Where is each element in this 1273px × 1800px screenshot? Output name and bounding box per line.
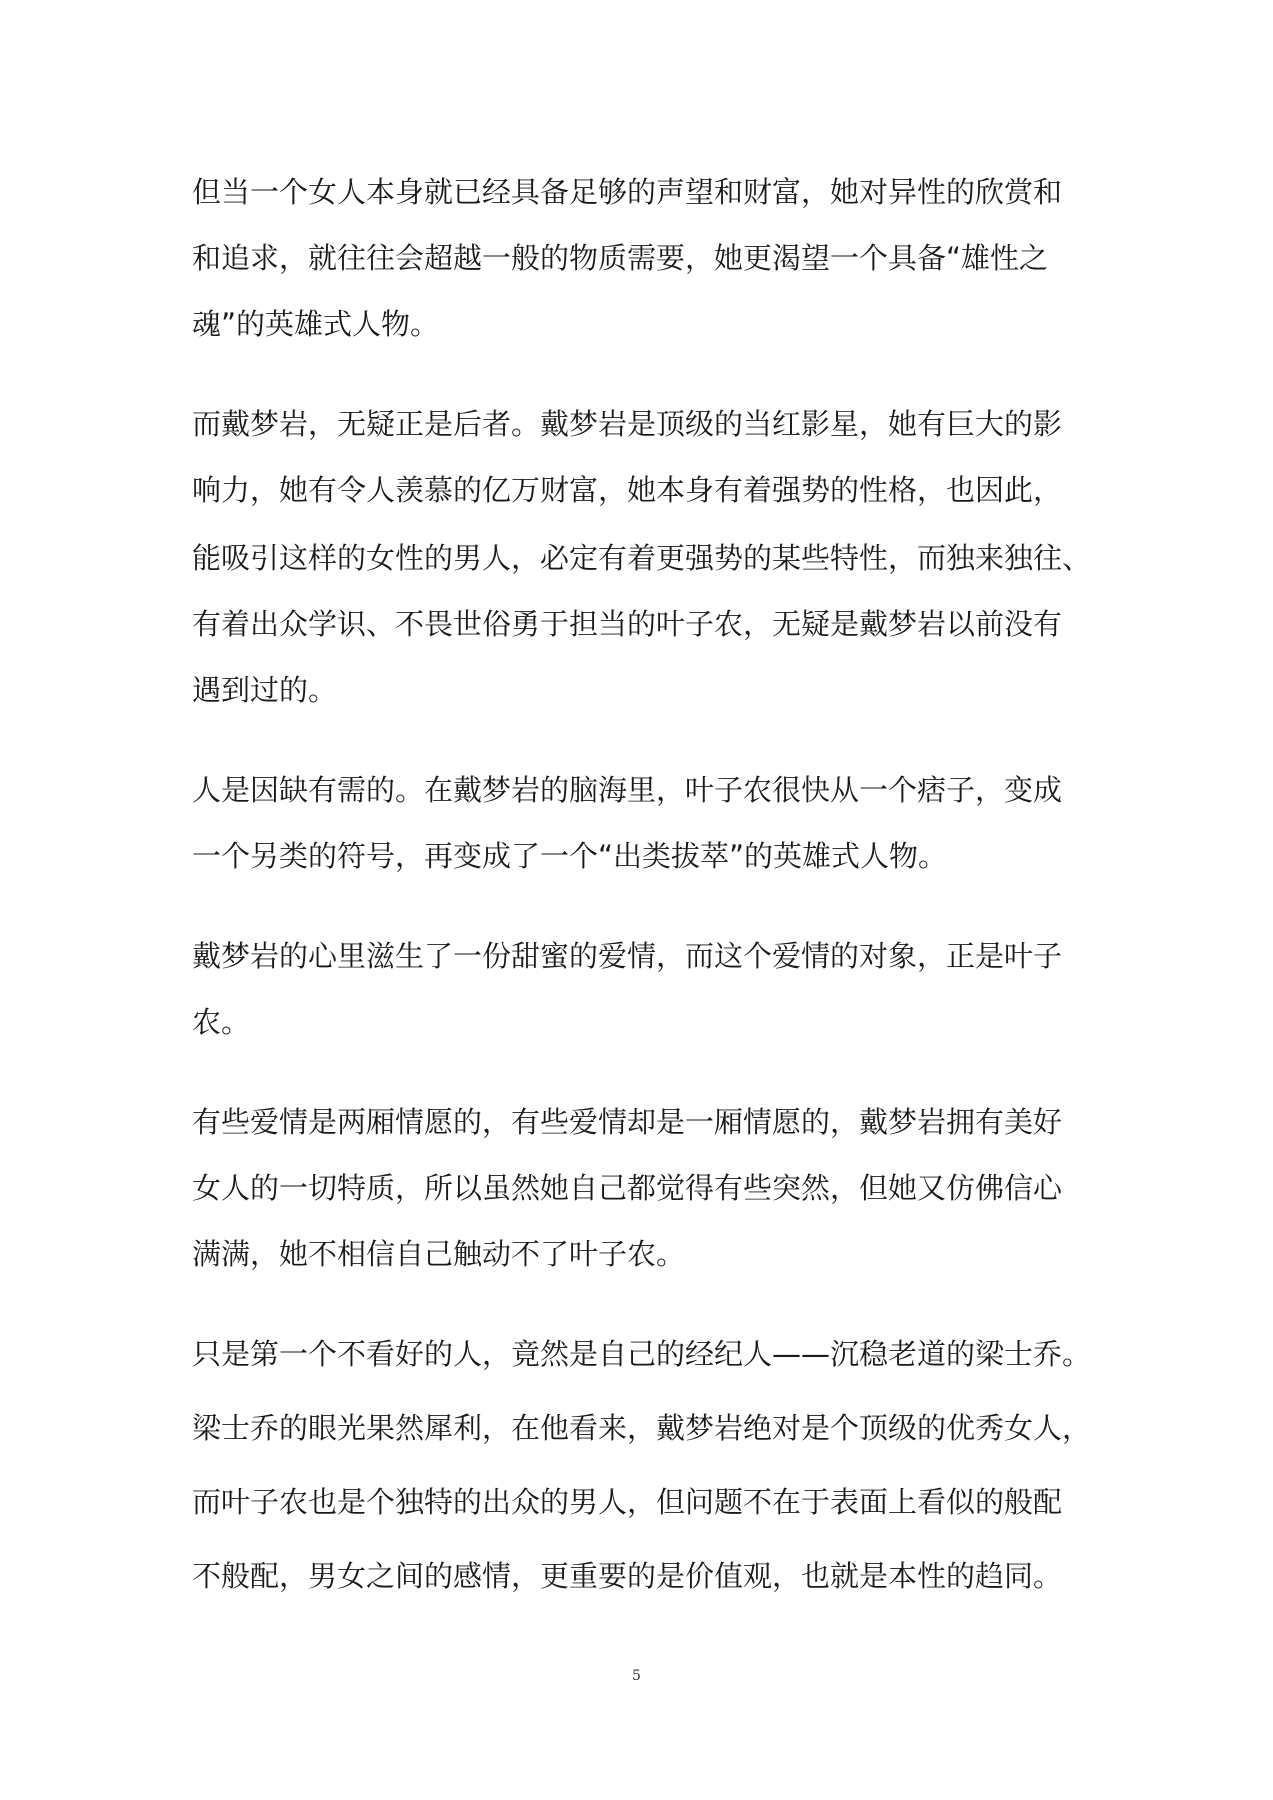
text-line: 梁士乔的眼光果然犀利，在他看来，戴梦岩绝对是个顶级的优秀女人， — [192, 1411, 1092, 1445]
text-line: 有些爱情是两厢情愿的，有些爱情却是一厢情愿的，戴梦岩拥有美好 — [192, 1105, 1063, 1139]
text-line: 女人的一切特质，所以虽然她自己都觉得有些突然，但她又仿佛信心 — [192, 1171, 1063, 1205]
text-line: 人是因缺有需的。在戴梦岩的脑海里，叶子农很快从一个痞子，变成 — [192, 773, 1063, 807]
text-line: 不般配，男女之间的感情，更重要的是价值观，也就是本性的趋同。 — [192, 1559, 1063, 1593]
text-line: 而叶子农也是个独特的出众的男人，但问题不在于表面上看似的般配 — [192, 1485, 1063, 1519]
text-line: 满满，她不相信自己触动不了叶子农。 — [192, 1237, 686, 1271]
text-line: 只是第一个不看好的人，竟然是自己的经纪人——沉稳老道的梁士乔。 — [192, 1337, 1092, 1371]
text-line: 能吸引这样的女性的男人，必定有着更强势的某些特性，而独来独往、 — [192, 541, 1092, 575]
text-line: 响力，她有令人羡慕的亿万财富，她本身有着强势的性格，也因此， — [192, 473, 1063, 507]
text-line: 有着出众学识、不畏世俗勇于担当的叶子农，无疑是戴梦岩以前没有 — [192, 607, 1063, 641]
text-line: 戴梦岩的心里滋生了一份甜蜜的爱情，而这个爱情的对象，正是叶子 — [192, 939, 1063, 973]
text-line: 遇到过的。 — [192, 673, 338, 707]
text-line: 一个另类的符号，再变成了一个“出类拔萃”的英雄式人物。 — [192, 839, 948, 873]
text-line: 但当一个女人本身就已经具备足够的声望和财富，她对异性的欣赏和 — [192, 175, 1063, 209]
text-line: 和追求，就往往会超越一般的物质需要，她更渴望一个具备“雄性之 — [192, 241, 1049, 275]
text-line: 而戴梦岩，无疑正是后者。戴梦岩是顶级的当红影星，她有巨大的影 — [192, 407, 1063, 441]
page-number: 5 — [632, 1668, 641, 1684]
text-line: 魂”的英雄式人物。 — [192, 307, 440, 341]
text-line: 农。 — [192, 1005, 251, 1039]
